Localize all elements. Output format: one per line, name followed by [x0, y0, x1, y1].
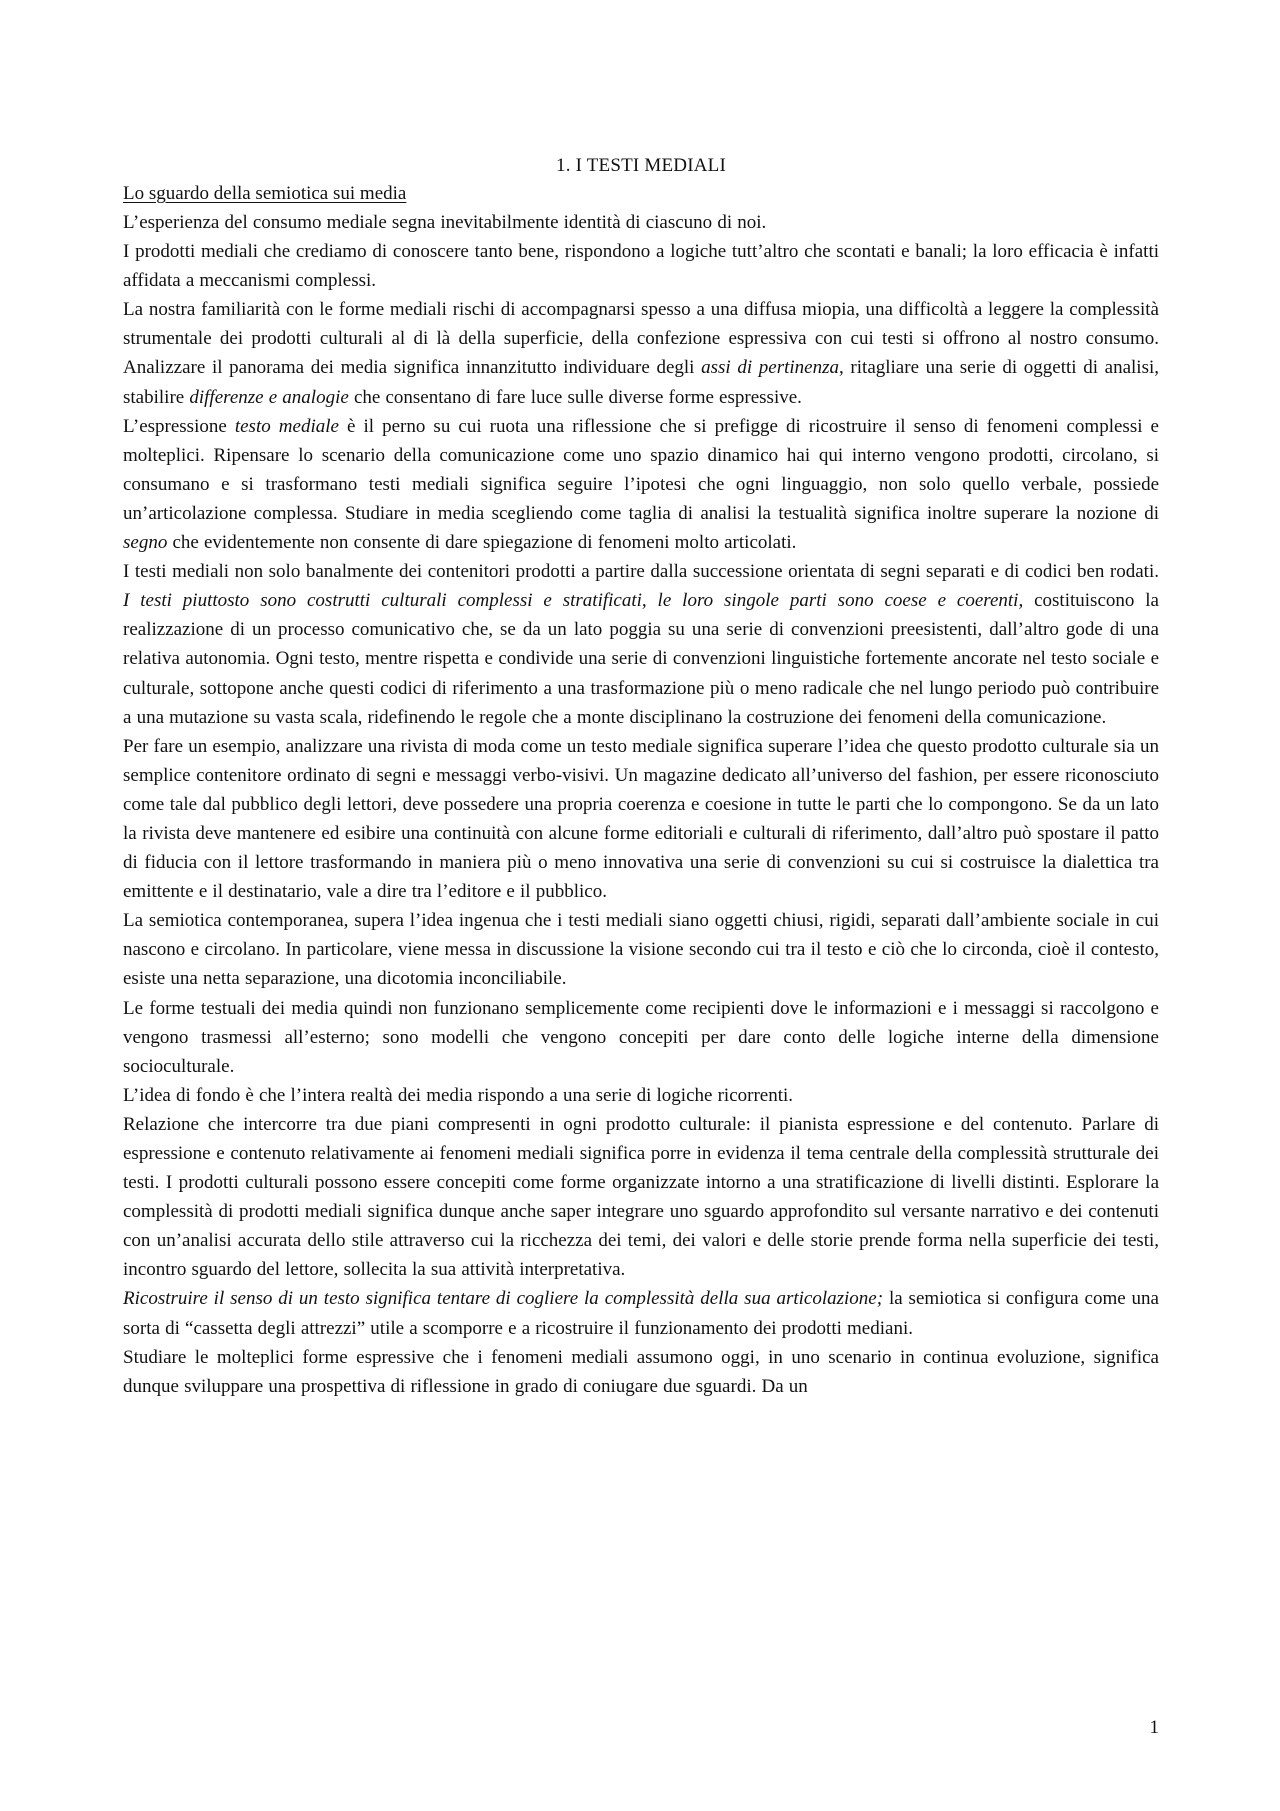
- text-segment: La nostra familiarità con le forme mediali rischi di accompagnarsi spesso a una diffusa miopia, una difficoltà a leggere la complessità strumentale dei prodotti culturali al di là della superficie, della confezione espressiva con cui testi si offrono al nostro consumo. Analizzare il panorama dei media significa innanzitutto individuare degli: [123, 299, 1159, 379]
- paragraph: [123, 732, 1159, 907]
- italic-text-segment: assi di pertinenza: [701, 357, 840, 379]
- text-segment: L’espressione: [123, 415, 235, 437]
- text-segment: costituiscono la realizzazione di un processo comunicativo che, se da un lato poggia su una serie di convenzioni preesistenti, dall’altro gode di una relativa autonomia. Ogni testo, mentre rispetta e condivide una serie di convenzioni linguistiche fortemente ancorate nel testo sociale e culturale, sottopone anche questi codici di riferimento a una trasformazione più o meno radicale che nel lungo periodo può contribuire a una mutazione su vasta scala, ridefinendo le regole che a monte disciplinano la costruzione dei fenomeni della comunicazione.: [123, 590, 1159, 728]
- text-segment: Per fare un esempio, analizzare una rivista di moda come un testo mediale significa superare l’idea che questo prodotto culturale sia un semplice contenitore ordinato di segni e messaggi verbo-visivi. Un magazine dedicato all’universo del fashion, per essere riconosciuto come tale dal pubblico degli lettori, deve possedere una propria coerenza e coesione in tutte le parti che lo compongono. Se da un lato la rivista deve mantenere ed esibire una continuità con alcune forme editoriali e culturali di riferimento, dall’altro può spostare il patto di fiducia con il lettore trasformando in maniera più o meno innovativa una serie di convenzioni su cui si costruisce la dialettica tra emittente e il destinatario, vale a dire tra l’editore e il pubblico.: [123, 735, 1159, 903]
- text-segment: , ritagliare una serie di oggetti di analisi, stabilire: [123, 357, 1159, 408]
- chapter-title: 1. I TESTI MEDIALI: [556, 155, 726, 176]
- paragraph: [123, 994, 1159, 1081]
- text-segment: Le forme testuali dei media quindi non funzionano semplicemente come recipienti dove le informazioni e i messaggi si raccolgono e vengono trasmessi all’esterno; sono modelli che vengono concepiti per dare conto delle logiche interne della dimensione socioculturale.: [123, 997, 1159, 1077]
- text-segment: L’esperienza del consumo mediale segna inevitabilmente identità di ciascuno di noi.: [123, 212, 767, 233]
- text-segment: che evidentemente non consente di dare spiegazione di fenomeni molto articolati.: [167, 532, 797, 554]
- paragraph: [123, 1284, 1159, 1342]
- body-text: [123, 208, 1159, 1401]
- paragraph: [123, 1110, 1159, 1285]
- italic-text-segment: I testi piuttosto sono costrutti culturali complessi e stratificati, le loro singole parti sono coese e coerenti,: [123, 590, 1024, 612]
- text-segment: è il perno su cui ruota una riflessione che si prefigge di ricostruire il senso di fenomeni complessi e molteplici. Ripensare lo scenario della comunicazione come uno spazio dinamico hai qui interno vengono prodotti, circolano, si consumano e si trasformano testi mediali significa seguire l’ipotesi che ogni linguaggio, non solo quello verbale, possiede un’articolazione complessa. Studiare in media scegliendo come taglia di analisi la testualità significa inoltre superare la nozione di: [123, 415, 1159, 524]
- paragraph: [123, 208, 1159, 237]
- text-segment: L’idea di fondo è che l’intera realtà dei media rispondo a una serie di logiche ricorrenti.: [123, 1084, 794, 1106]
- paragraph: [123, 1081, 1159, 1110]
- page-number: 1: [1149, 1717, 1159, 1738]
- text-segment: La semiotica contemporanea, supera l’idea ingenua che i testi mediali siano oggetti chiusi, rigidi, separati dall’ambiente sociale in cui nascono e circolano. In particolare, viene messa in discussione la visione secondo cui tra il testo e ciò che lo circonda, cioè il contesto, esiste una netta separazione, una dicotomia inconciliabile.: [123, 910, 1159, 990]
- italic-text-segment: testo mediale: [234, 415, 339, 437]
- italic-text-segment: Ricostruire il senso di un testo significa tentare di cogliere la complessità della sua articolazione;: [123, 1288, 884, 1310]
- document-page: [123, 152, 1159, 1401]
- paragraph: [123, 295, 1159, 411]
- italic-text-segment: differenze e analogie: [189, 386, 349, 408]
- text-segment: che consentano di fare luce sulle diverse forme espressive.: [348, 386, 802, 408]
- text-segment: la semiotica si configura come una sorta di “cassetta degli attrezzi” utile a scomporre e a ricostruire il funzionamento dei prodotti mediani.: [123, 1288, 1159, 1339]
- text-segment: Relazione che intercorre tra due piani compresenti in ogni prodotto culturale: il pianista espressione e del contenuto. Parlare di espressione e contenuto relativamente ai fenomeni mediali significa porre in evidenza il tema centrale della complessità strutturale dei testi. I prodotti culturali possono essere concepiti come forme organizzate intorno a una stratificazione di livelli distinti. Esplorare la complessità di prodotti mediali significa dunque anche saper integrare uno sguardo approfondito sul versante narrativo e dei contenuti con un’analisi accurata dello stile attraverso cui la ricchezza dei temi, dei valori e delle storie prende forma nella superficie dei testi, incontro sguardo del lettore, sollecita la sua attività interpretativa.: [123, 1113, 1159, 1281]
- text-segment: I prodotti mediali che crediamo di conoscere tanto bene, rispondono a logiche tutt’altro che scontati e banali; la loro efficacia è infatti affidata a meccanismi complessi.: [123, 241, 1159, 292]
- italic-text-segment: segno: [123, 532, 168, 554]
- text-segment: Studiare le molteplici forme espressive che i fenomeni mediali assumono oggi, in uno scenario in continua evoluzione, significa dunque sviluppare una prospettiva di riflessione in grado di coniugare due sguardi. Da un: [123, 1346, 1159, 1397]
- section-heading: Lo sguardo della semiotica sui media: [123, 183, 407, 204]
- text-segment: I testi mediali non solo banalmente dei contenitori prodotti a partire dalla successione orientata di segni separati e di codici ben rodati.: [123, 561, 1159, 583]
- paragraph: [123, 557, 1159, 732]
- paragraph: [123, 906, 1159, 993]
- paragraph: [123, 412, 1159, 557]
- paragraph: [123, 237, 1159, 295]
- paragraph: [123, 1343, 1159, 1401]
